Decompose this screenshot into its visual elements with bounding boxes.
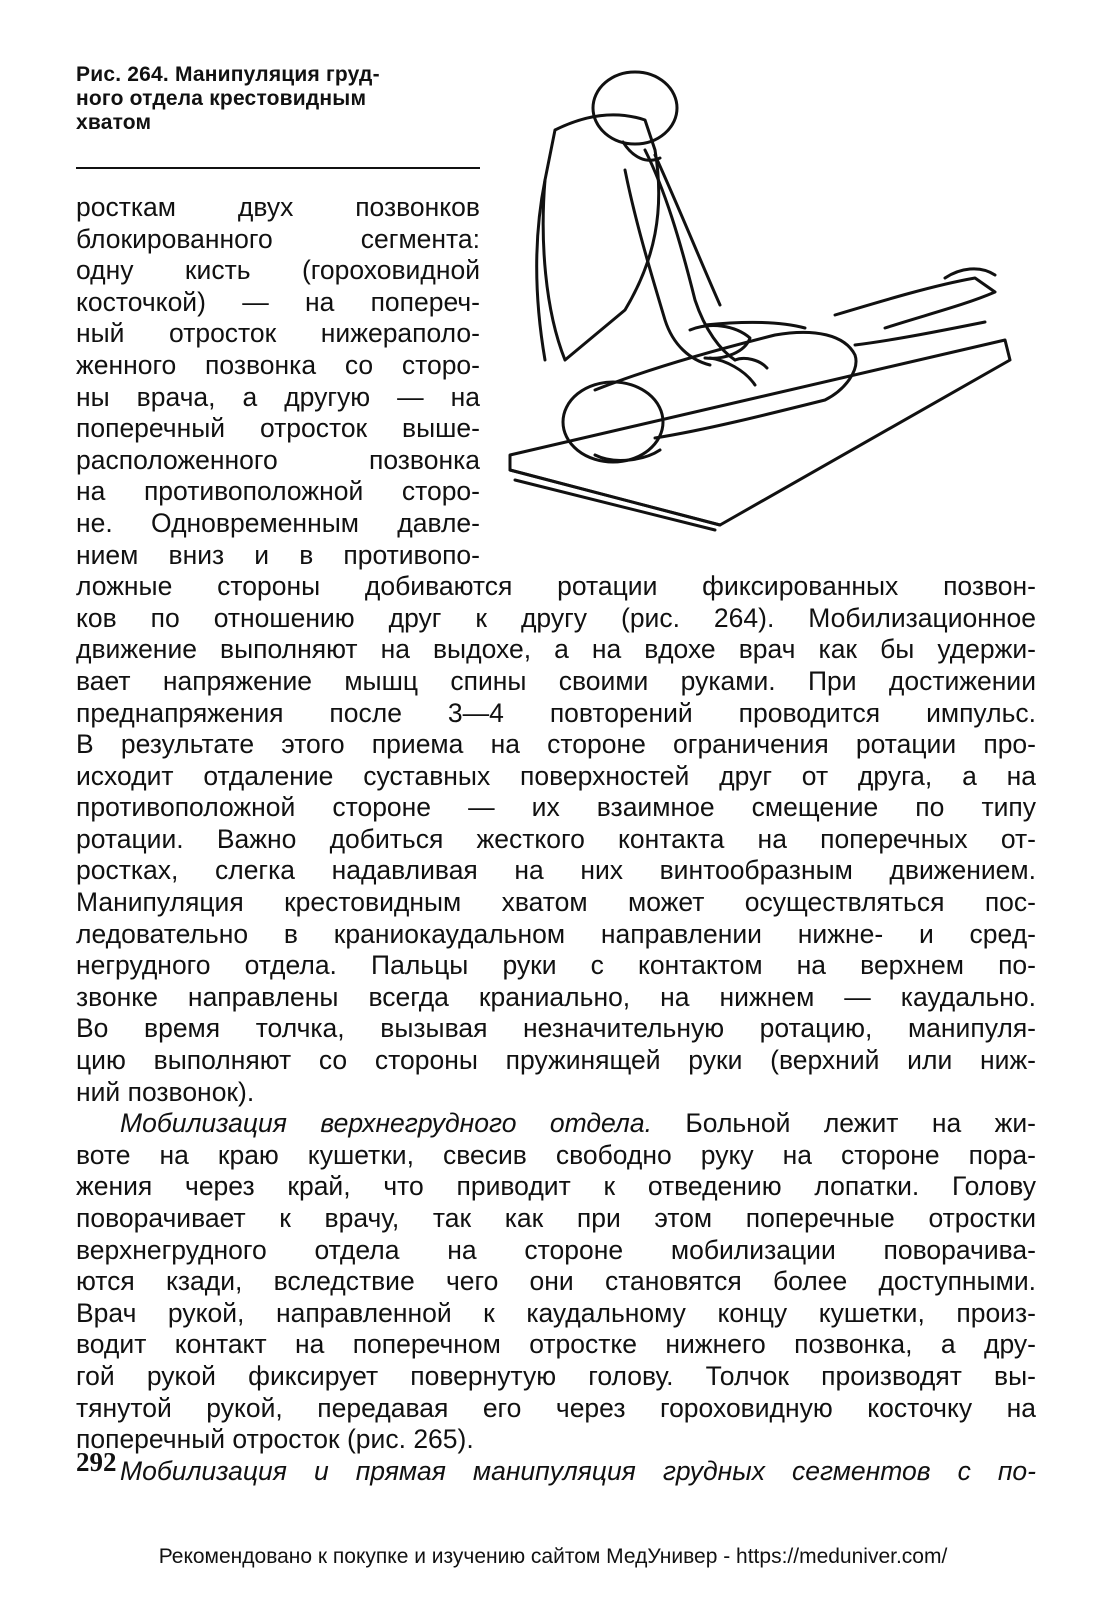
text-line: ний позвонок). bbox=[76, 1076, 255, 1107]
text-line: водит контакт на поперечном отростке нижнего позвонка, а дру- bbox=[76, 1329, 1036, 1360]
text-line: ков по отношению друг к другу (рис. 264). Мобилизационное bbox=[76, 602, 1036, 633]
text-line: Манипуляция крестовидным хватом может осуществляться пос- bbox=[76, 887, 1036, 918]
footer-note: Рекомендовано к покупке и изучению сайтом МедУнивер - https://meduniver.com/ bbox=[158, 1545, 948, 1568]
text-line: ледовательно в краниокаудальном направлении нижне- и сред- bbox=[76, 918, 1036, 949]
text-line: вает напряжение мышц спины своими руками. При достижении bbox=[76, 665, 1036, 696]
text-line: росткам двух позвонков bbox=[76, 192, 480, 222]
figure-caption-line: Рис. 264. Манипуляция груд- bbox=[76, 63, 380, 86]
text-line: расположенного позвонка bbox=[76, 444, 480, 475]
figure-caption-line: хватом bbox=[76, 111, 152, 134]
text-line: Во время толчка, вызывая незначительную ротацию, манипуля- bbox=[76, 1013, 1036, 1044]
text-line: В результате этого приема на стороне ограничения ротации про- bbox=[76, 729, 1036, 760]
text-line: блокированного сегмента: bbox=[76, 223, 480, 254]
text-line: поперечный отросток (рис. 265). bbox=[76, 1424, 474, 1455]
paragraph-heading: Мобилизация и прямая манипуляция грудных сегментов с по- bbox=[120, 1455, 1036, 1486]
text-line: косточкой) — на попереч- bbox=[76, 286, 480, 317]
body-text bbox=[76, 192, 1036, 1487]
text-line: женного позвонка со сторо- bbox=[76, 349, 480, 380]
text-line: цию выполняют со стороны пружинящей руки (верхний или ниж- bbox=[76, 1045, 1036, 1076]
text-line: гой рукой фиксирует повернутую голову. Толчок производят вы- bbox=[76, 1360, 1036, 1391]
text-line: нием вниз и в противопо- bbox=[76, 539, 480, 570]
text-line: тянутой рукой, передавая его через гороховидную косточку на bbox=[76, 1392, 1036, 1423]
text-line: поперечный отросток выше- bbox=[76, 413, 480, 444]
text-line: противоположной стороне — их взаимное смещение по типу bbox=[76, 792, 1036, 823]
figure-caption bbox=[76, 63, 480, 135]
text-line: негрудного отдела. Пальцы руки с контактом на верхнем по- bbox=[76, 950, 1036, 981]
text-line: одну кисть (гороховидной bbox=[76, 255, 480, 286]
text-line: верхнегрудного отдела на стороне мобилизации поворачива- bbox=[76, 1234, 1036, 1265]
text-line: ны врача, а другую — на bbox=[76, 381, 480, 412]
text-line: ротации. Важно добиться жесткого контакта на поперечных от- bbox=[76, 823, 1036, 854]
text-line: на противоположной сторо- bbox=[76, 476, 480, 507]
caption-rule bbox=[76, 167, 480, 169]
paragraph-heading: Мобилизация верхнегрудного отдела. bbox=[120, 1108, 652, 1139]
text-line: движение выполняют на выдохе, а на вдохе врач как бы удержи- bbox=[76, 634, 1036, 665]
page-number: 292 bbox=[76, 1447, 117, 1477]
text-line: поворачивает к врачу, так как при этом поперечные отростки bbox=[76, 1203, 1036, 1233]
text-line: ный отросток нижераполо- bbox=[76, 318, 480, 349]
text-line: жения через край, что приводит к отведению лопатки. Голову bbox=[76, 1171, 1036, 1202]
text-line: преднапряжения после 3—4 повторений проводится импульс. bbox=[76, 697, 1036, 728]
text-line: не. Одновременным давле- bbox=[76, 507, 480, 538]
text-line: звонке направлены всегда краниально, на нижнем — каудально. bbox=[76, 981, 1036, 1012]
text-line: ростках, слегка надавливая на них винтообразным движением. bbox=[76, 855, 1036, 886]
text-line: ложные стороны добиваются ротации фиксированных позвон- bbox=[76, 571, 1036, 602]
text-line: ются кзади, вследствие чего они становятся более доступными. bbox=[76, 1266, 1036, 1297]
figure-caption-line: ного отдела крестовидным bbox=[76, 87, 367, 110]
text-line: Врач рукой, направленной к каудальному концу кушетки, произ- bbox=[76, 1297, 1036, 1328]
text-line: исходит отдаление суставных поверхностей друг от друга, а на bbox=[76, 760, 1036, 791]
paragraph-heading-line bbox=[76, 1108, 1036, 1140]
text-line: воте на краю кушетки, свесив свободно руку на стороне пора- bbox=[76, 1139, 1036, 1170]
text-fragment: Больной лежит на жи- bbox=[651, 1108, 1036, 1139]
